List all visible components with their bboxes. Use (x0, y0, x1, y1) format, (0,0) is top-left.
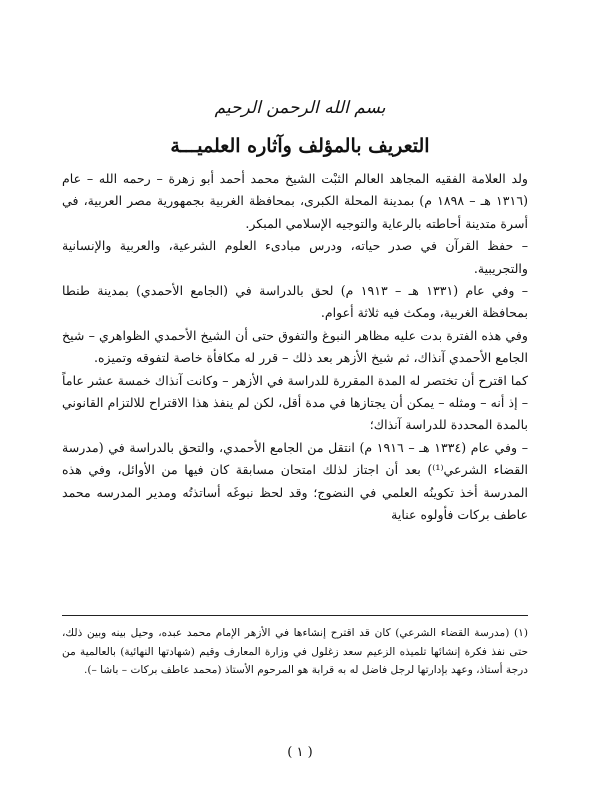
basmala-heading: بسم الله الرحمن الرحيم (214, 98, 386, 118)
chapter-title: التعريف بالمؤلف وآثاره العلميـــة (170, 135, 430, 157)
paragraph-quran: – حفظ القرآن في صدر حياته، ودرس مبادىء العلوم الشرعية، والعربية والإنسانية والتجريبية. (62, 238, 528, 276)
footnote (62, 624, 528, 680)
body-text (62, 168, 528, 527)
footnote-text: (١) (مدرسة القضاء الشرعي) كان قد اقترح إنشاءها في الأزهر الإمام محمد عبده، وحيل بينه وبين ذلك، حتى نفذ فكرة إنشائها تلميذه الزعيم سعد زغلول في وزارة المعارف وقيم (شهادتها النهائية) بالعالمية من درجة أستاذ، وعهد بإدارتها لرجل فاضل له به قرابة هو المرحوم الأستاذ (محمد عاطف بركات – باشا –). (62, 627, 528, 676)
paragraph-excellence: وفي هذه الفترة بدت عليه مظاهر النبوغ والتفوق حتى أن الشيخ الأحمدي الظواهري – شيخ الجامع الأحمدي آنذاك، ثم شيخ الأزهر بعد ذلك – قرر له مكافأة خاصة لتفوقه وتميزه. (62, 327, 528, 366)
footnote-divider (62, 615, 528, 616)
paragraph-proposal: كما اقترح أن تختصر له المدة المقررة للدراسة في الأزهر – وكانت آنذاك خمسة عشر عاماً – إذ أنه – ومثله – يمكن أن يجتازها في مدة أقل، لكن لم ينفذ هذا الاقتراح للالتزام القانوني بالمدة المحددة للدراسة آنذاك؛ (62, 372, 528, 433)
paragraph-school: – وفي عام (١٣٣٤ هـ – ١٩١٦ م) انتقل من الجامع الأحمدي، والتحق بالدراسة في (مدرسة القضاء الشرعي⁽¹⁾) بعد أن اجتاز لذلك امتحان مسابقة كان فيها من الأوائل، وفي هذه المدرسة أخذ تكوينُه العلمي في النضوج؛ وقد لحظ نبوغَه أساتذتُه ومدير المدرسه محمد عاطف بركات فأولوه عناية (62, 439, 528, 523)
page-number: ( ١ ) (287, 745, 313, 760)
paragraph-birth: ولد العلامة الفقيه المجاهد العالم الثبْت الشيخ محمد أحمد أبو زهرة – رحمه الله – عام (١٣١٦ هـ – ١٨٩٨ م) بمدينة المحلة الكبرى، بمحافظة الغربية بجمهورية مصر العربية، في أسرة متدينة أحاطته بالرعاية والتوجيه الإسلامي المبكر. (62, 171, 529, 231)
paragraph-ahmadi: – وفي عام (١٣٣١ هـ – ١٩١٣ م) لحق بالدراسة في (الجامع الأحمدي) بمدينة طنطا بمحافظة الغربية، ومكث فيه ثلاثة أعوام. (62, 283, 529, 321)
